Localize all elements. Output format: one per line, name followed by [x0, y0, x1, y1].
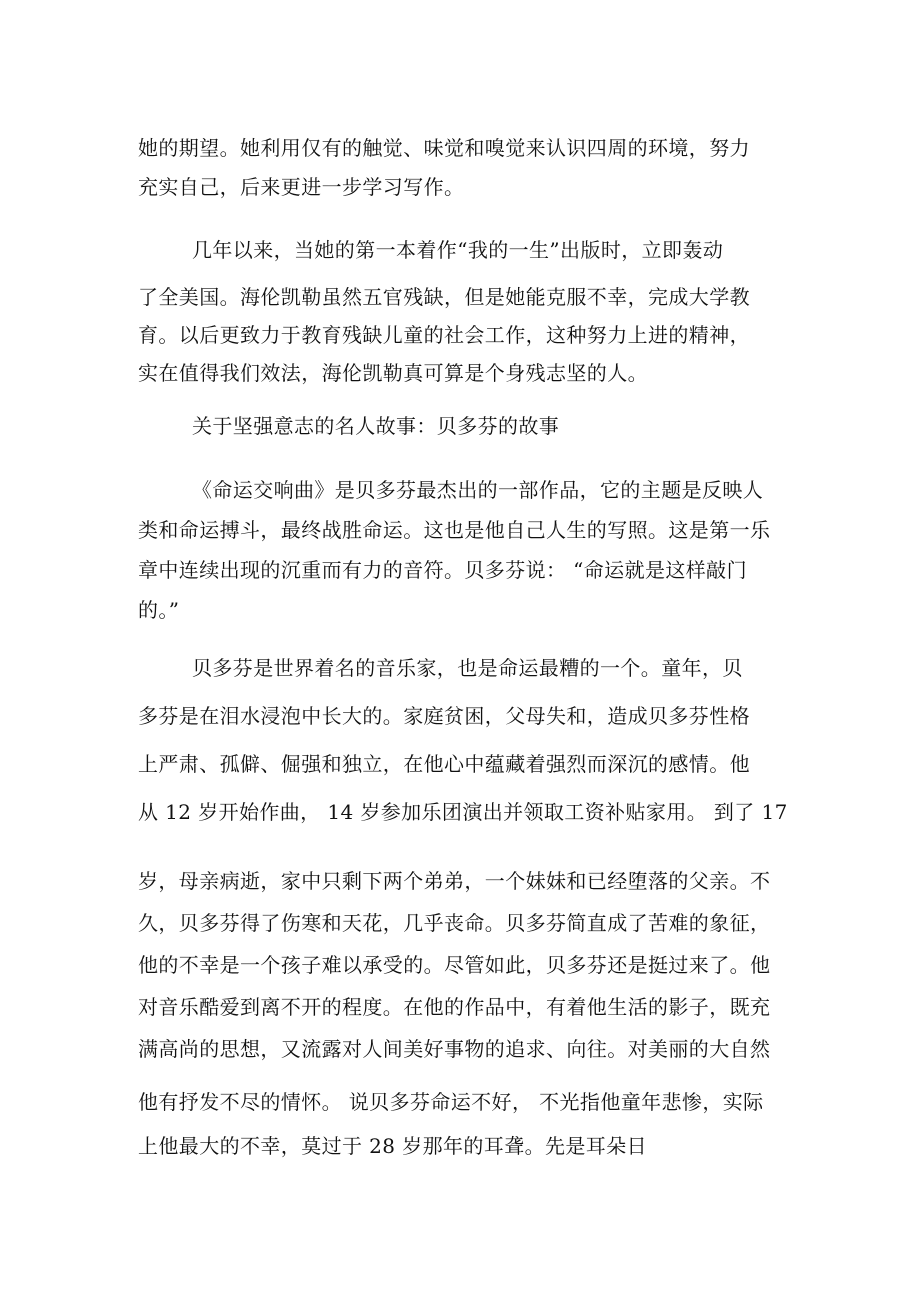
text-line: 多芬是在泪水浸泡中长大的。家庭贫困，父母失和，造成贝多芬性格: [138, 704, 750, 728]
text-line: 章中连续出现的沉重而有力的音符。贝多芬说： “命运就是这样敲门: [138, 558, 747, 582]
text-line: 岁，母亲病逝，家中只剩下两个弟弟，一个妹妹和已经堕落的父亲。不: [138, 869, 771, 893]
text-line: 育。以后更致力于教育残缺儿童的社会工作，这种努力上进的精神，: [138, 323, 750, 347]
text-line: 的。”: [138, 598, 180, 622]
text-line: 了全美国。海伦凯勒虽然五官残缺，但是她能克服不幸，完成大学教: [138, 285, 750, 309]
text-line: 类和命运搏斗，最终战胜命运。这也是他自己人生的写照。这是第一乐: [138, 518, 771, 542]
text-line: 《命运交响曲》是贝多芬最杰出的一部作品，它的主题是反映人: [192, 478, 764, 502]
text-line: 久，贝多芬得了伤寒和天花，几乎丧命。贝多芬简直成了苦难的象征，: [138, 911, 771, 935]
text-line: 他有抒发不尽的情怀。 说贝多芬命运不好， 不光指他童年悲惨，实际: [138, 1090, 764, 1114]
text-line: 他的不幸是一个孩子难以承受的。尽管如此，贝多芬还是挺过来了。他: [138, 953, 771, 977]
text-line: 几年以来，当她的第一本着作“我的一生”出版时，立即轰动: [192, 238, 724, 262]
text-line: 实在值得我们效法，海伦凯勒真可算是个身残志坚的人。: [138, 361, 648, 385]
text-line: 她的期望。她利用仅有的触觉、味觉和嗅觉来认识四周的环境，努力: [138, 136, 750, 160]
text-line: 从 12 岁开始作曲， 14 岁参加乐团演出并领取工资补贴家用。 到了 17: [138, 800, 788, 824]
text-line: 贝多芬是世界着名的音乐家，也是命运最糟的一个。童年，贝: [192, 656, 743, 680]
text-line: 上严肃、孤僻、倔强和独立，在他心中蕴藏着强烈而深沉的感情。他: [138, 752, 750, 776]
text-line: 充实自己，后来更进一步学习写作。: [138, 175, 465, 199]
section-heading: 关于坚强意志的名人故事：贝多芬的故事: [192, 414, 560, 438]
text-line: 上他最大的不幸，莫过于 28 岁那年的耳聋。先是耳朵日: [138, 1134, 647, 1158]
text-line: 对音乐酷爱到离不开的程度。在他的作品中，有着他生活的影子，既充: [138, 995, 771, 1019]
text-line: 满高尚的思想，又流露对人间美好事物的追求、向往。对美丽的大自然: [138, 1037, 771, 1061]
